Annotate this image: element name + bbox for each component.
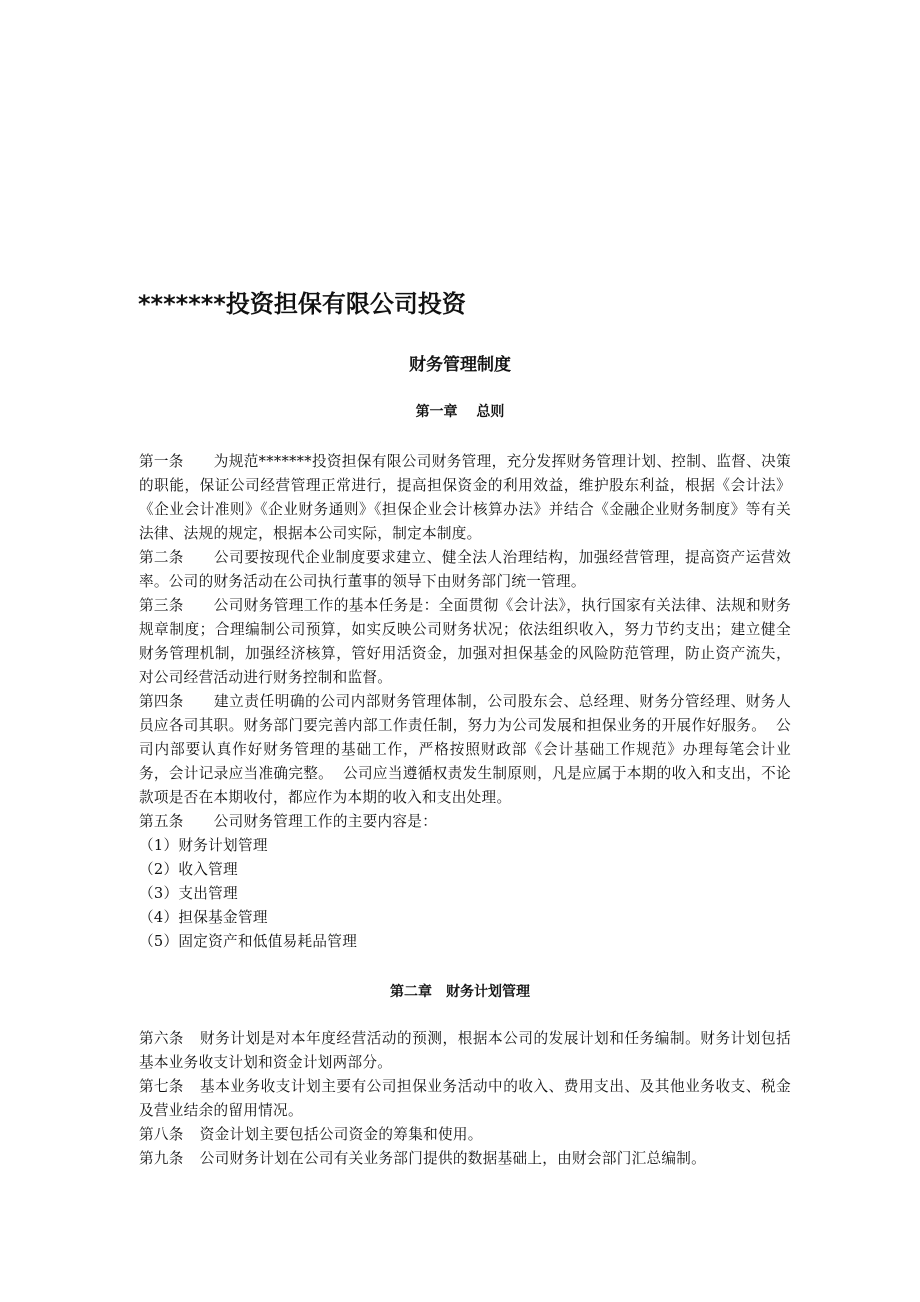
list-item: （1）财务计划管理 <box>139 837 268 854</box>
article-2 <box>139 546 791 594</box>
article-label: 第二条 <box>139 549 184 566</box>
article-text: 公司要按现代企业制度要求建立、健全法人治理结构，加强经营管理，提高资产运营效率。公司的财务活动在公司执行董事的领导下由财务部门统一管理。 <box>139 549 791 590</box>
article-3 <box>139 594 791 690</box>
article-label: 第四条 <box>139 693 184 710</box>
article-text: 公司财务管理工作的主要内容是： <box>213 813 438 830</box>
article-label: 第八条 <box>139 1126 184 1143</box>
article-text: 为规范*******投资担保有限公司财务管理，充分发挥财务管理计划、控制、监督、决策的职能，保证公司经营管理正常进行，提高担保资金的利用效益，维护股东利益，根据《会计法》《企业会计准则》《企业财务通则》《担保企业会计核算办法》并结合《金融企业财务制度》等有关法律、法规的规定，根据本公司实际，制定本制度。 <box>139 453 791 542</box>
list-item: （3）支出管理 <box>139 885 238 902</box>
article-label: 第六条 <box>139 1030 184 1047</box>
chapter-2-heading: 第二章 财务计划管理 <box>390 984 530 1000</box>
article-4 <box>139 690 791 810</box>
article-1 <box>139 450 791 546</box>
article-text: 基本业务收支计划主要有公司担保业务活动中的收入、费用支出、及其他业务收支、税金及营业结余的留用情况。 <box>139 1078 791 1119</box>
article-label: 第三条 <box>139 597 184 614</box>
article-text: 建立责任明确的公司内部财务管理体制，公司股东会、总经理、财务分管经理、财务人员应各司其职。财务部门要完善内部工作责任制，努力为公司发展和担保业务的开展作好服务。 公司内部要认真作好财务管理的基础工作，严格按照财政部《会计基础工作规范》办理每笔会计业务，会计记录应当准确完整。 公司应当遵循权责发生制原则，凡是应属于本期的收入和支出，不论款项是否在本期收付，都应作为本期的收入和支出处理。 <box>139 693 791 806</box>
chapter-1-heading: 第一章 总则 <box>415 404 505 420</box>
article-9 <box>139 1147 791 1171</box>
article-5 <box>139 810 791 834</box>
article-label: 第九条 <box>139 1150 184 1167</box>
article-label: 第五条 <box>139 813 184 830</box>
list-item: （5）固定资产和低值易耗品管理 <box>139 933 358 950</box>
list-item: （4）担保基金管理 <box>139 909 268 926</box>
article-text: 资金计划主要包括公司资金的筹集和使用。 <box>199 1126 483 1143</box>
article-label: 第七条 <box>139 1078 184 1095</box>
article-text: 公司财务管理工作的基本任务是：全面贯彻《会计法》，执行国家有关法律、法规和财务规章制度；合理编制公司预算，如实反映公司财务状况；依法组织收入，努力节约支出；建立健全财务管理机制，加强经济核算，管好用活资金，加强对担保基金的风险防范管理，防止资产流失，对公司经营活动进行财务控制和监督。 <box>139 597 791 686</box>
article-text: 财务计划是对本年度经营活动的预测，根据本公司的发展计划和任务编制。财务计划包括基本业务收支计划和资金计划两部分。 <box>139 1030 791 1071</box>
article-7 <box>139 1075 791 1123</box>
article-8 <box>139 1123 791 1147</box>
document-subtitle: 财务管理制度 <box>409 355 511 375</box>
article-text: 公司财务计划在公司有关业务部门提供的数据基础上，由财会部门汇总编制。 <box>199 1150 707 1167</box>
article-label: 第一条 <box>139 453 184 470</box>
article-6 <box>139 1027 791 1075</box>
chapter-1-body <box>139 450 791 954</box>
document-title: *******投资担保有限公司投资 <box>138 290 466 318</box>
list-item: （2）收入管理 <box>139 861 238 878</box>
chapter-2-body <box>139 1027 791 1171</box>
